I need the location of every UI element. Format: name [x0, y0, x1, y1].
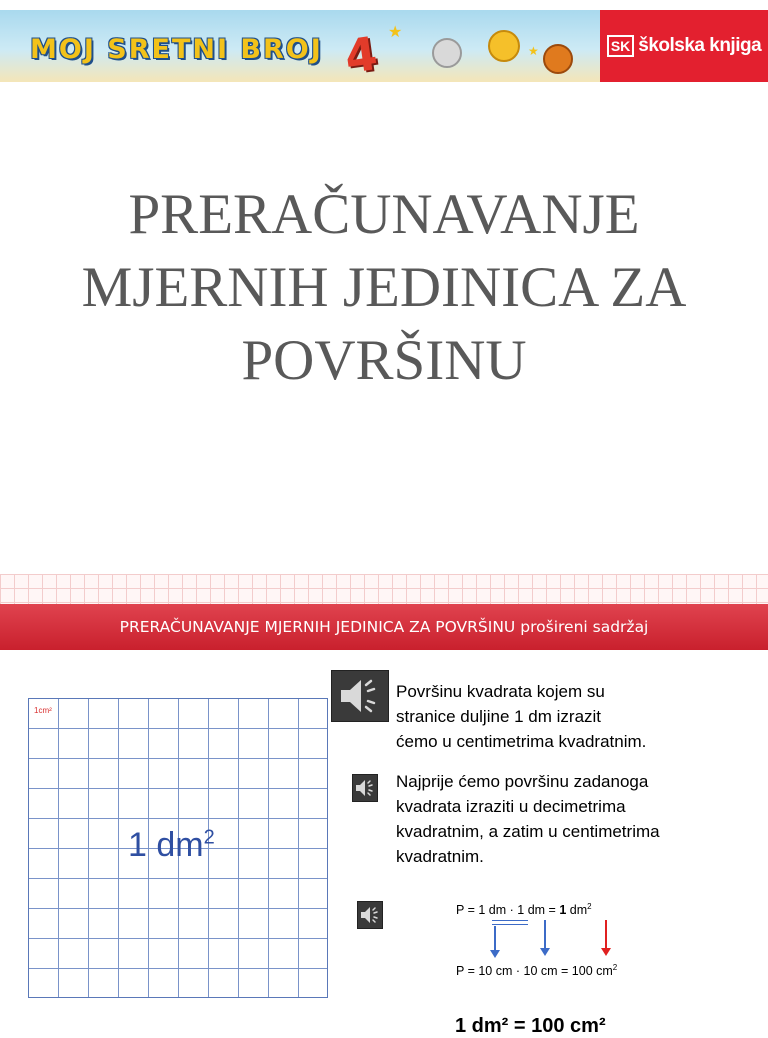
top-banner: [0, 0, 768, 84]
button-mascot-icon: [432, 38, 462, 68]
coin-mascot-icon: [488, 30, 520, 62]
series-banner-strip: [0, 10, 600, 82]
formula-underline: [492, 920, 528, 925]
arrow-down-icon: [494, 926, 496, 952]
cell-label: 1cm²: [34, 706, 52, 715]
formula-line-1: P = 1 dm · 1 dm = 1 $dm^2$: [456, 902, 592, 918]
paragraph-1: Površinu kvadrata kojem su stranice duljine 1 dm izrazit ćemo u centimetrima kvadratnim.: [396, 682, 647, 751]
arrow-down-icon: [605, 920, 607, 950]
audio-speaker-icon[interactable]: [357, 901, 383, 929]
arrow-down-icon: [544, 920, 546, 950]
star-icon: ★: [528, 44, 539, 58]
slide-header-bar: [0, 604, 768, 650]
main-title: [30, 178, 738, 397]
star-icon: ★: [388, 24, 403, 41]
publisher-mark: SK: [607, 35, 634, 57]
audio-speaker-icon[interactable]: [352, 774, 378, 802]
slide-header-suffix: prošireni sadržaj: [520, 618, 649, 636]
publisher-name: školska knjiga: [638, 35, 762, 56]
orange-mascot-icon: [543, 44, 573, 74]
publisher-logo: [600, 10, 768, 82]
conversion-result: 1 dm² = 100 cm²: [455, 1015, 606, 1037]
paragraph-2: Najprije ćemo površinu zadanoga kvadrata izraziti u decimetrima kvadratnim, a zatim u centimetrima kvadratnim.: [396, 772, 660, 866]
slide-header-title: PRERAČUNAVANJE MJERNIH JEDINICA ZA POVRŠINU: [119, 618, 516, 636]
formula-line-2: P = 10 cm · 10 cm = 100 $cm^2$: [456, 963, 618, 979]
grid-paper-band: [0, 574, 768, 604]
main-title-line: MJERNIH JEDINICA ZA: [81, 256, 687, 319]
main-title-line: PRERAČUNAVANJE: [128, 183, 640, 246]
series-title: MOJ SRETNI BROJ: [30, 34, 323, 65]
square-area-label: 1 $dm^2$: [128, 826, 215, 864]
audio-speaker-icon[interactable]: [331, 670, 389, 722]
main-title-line: POVRŠINU: [241, 329, 527, 392]
series-number: 4: [341, 26, 381, 84]
